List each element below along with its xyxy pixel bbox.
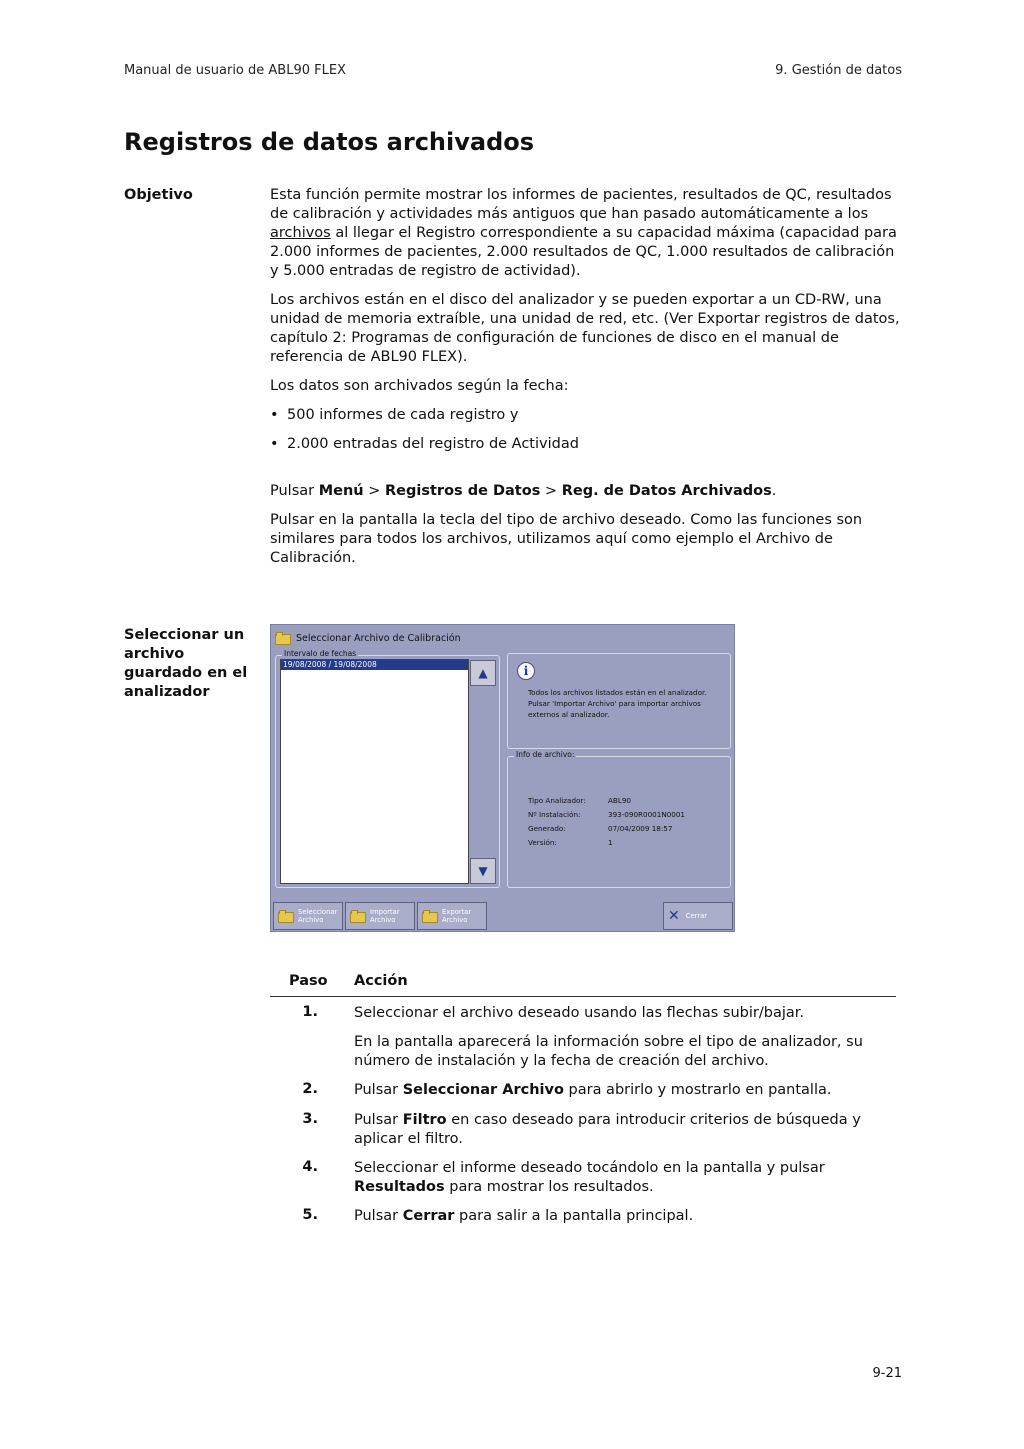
folder-icon <box>350 910 366 923</box>
text: al llegar el Registro correspondiente a su capacidad máxima (capacidad para 2.000 informes de pacientes, 2.000 resultados de QC, 1.000 resultados de calibración y 5.000 entradas de registro de actividad). <box>270 225 897 279</box>
objetivo-paragraph-3: Los datos son archivados según la fecha: <box>270 378 569 394</box>
objetivo-paragraph-5: Pulsar en la pantalla la tecla del tipo de archivo deseado. Como las funciones son similares para todos los archivos, utilizamos aquí como ejemplo el Archivo de Calibración. <box>270 512 863 566</box>
text: para mostrar los resultados. <box>444 1179 654 1195</box>
text: para salir a la pantalla principal. <box>454 1208 694 1224</box>
page-number: 9-21 <box>872 1366 902 1381</box>
table-header-action: Acción <box>354 973 408 989</box>
step-text: En la pantalla aparecerá la información sobre el tipo de analizador, su número de instalación y la fecha de creación del archivo. <box>354 1034 863 1069</box>
info-icon: i <box>517 662 535 680</box>
button-term: Cerrar <box>402 1208 455 1224</box>
button-label: Exportar Archivo <box>442 908 472 924</box>
page-title: Registros de datos archivados <box>124 128 535 156</box>
import-archive-button[interactable] <box>345 902 415 930</box>
text: > <box>363 483 386 499</box>
menu-term: Reg. de Datos Archivados <box>561 483 772 499</box>
step-number: 3. <box>302 1111 318 1127</box>
text: Pulsar <box>354 1082 403 1098</box>
objetivo-paragraph-2: Los archivos están en el disco del analizador y se pueden exportar a un CD-RW, una unidad de memoria extraíble, una unidad de red, etc. (Ver Exportar registros de datos, capítulo 2: Programas de configuración de funciones de disco en el manual de referencia de ABL90 FLEX). <box>270 292 900 365</box>
seleccionar-label: Seleccionar un archivo guardado en el analizador <box>124 627 248 700</box>
step-number: 1. <box>302 1004 318 1020</box>
header-chapter: 9. Gestión de datos <box>775 63 902 78</box>
menu-term: Registros de Datos <box>385 483 541 499</box>
scroll-down-button[interactable]: ▼ <box>470 858 496 884</box>
step-number: 5. <box>302 1207 318 1223</box>
step-number: 4. <box>302 1159 318 1175</box>
step-text <box>354 1207 894 1226</box>
field-row <box>528 823 685 834</box>
table-divider <box>270 996 896 997</box>
select-archive-button[interactable] <box>273 902 343 930</box>
file-info-group <box>507 750 731 888</box>
field-row <box>528 837 685 848</box>
text: Esta función permite mostrar los informes de pacientes, resultados de QC, resultados de calibración y actividades más antiguos que han pasado automáticamente a los <box>270 187 892 222</box>
info-panel <box>507 653 731 749</box>
close-button[interactable] <box>663 902 733 930</box>
text: Pulsar <box>270 483 319 499</box>
text: . <box>771 483 777 499</box>
window-title: Seleccionar Archivo de Calibración <box>296 632 461 644</box>
field-value: ABL90 <box>608 796 631 805</box>
date-list[interactable] <box>280 659 469 884</box>
list-item-selected[interactable]: 19/08/2008 / 19/08/2008 <box>281 660 468 670</box>
menu-path-paragraph <box>270 482 902 501</box>
bullet-item: • 2.000 entradas del registro de Actividad <box>270 435 902 454</box>
step-text <box>354 1111 894 1149</box>
header-manual-title: Manual de usuario de ABL90 FLEX <box>124 63 346 78</box>
folder-icon <box>278 910 294 923</box>
scroll-up-button[interactable]: ▲ <box>470 660 496 686</box>
button-term: Resultados <box>354 1179 445 1195</box>
file-info-legend: Info de archivo: <box>516 750 575 759</box>
text: Pulsar <box>354 1208 403 1224</box>
field-value: 07/04/2009 18:57 <box>608 824 673 833</box>
objetivo-label: Objetivo <box>124 187 193 203</box>
field-row <box>528 795 685 806</box>
field-key: Versión: <box>528 838 557 847</box>
folder-icon <box>422 910 438 923</box>
button-label: Cerrar <box>685 912 708 920</box>
field-value: 393-090R0001N0001 <box>608 810 685 819</box>
button-label: Seleccionar Archivo <box>298 908 338 924</box>
button-label: Importar Archivo <box>370 908 400 924</box>
step-text: Seleccionar el archivo deseado usando las flechas subir/bajar. <box>354 1005 804 1021</box>
text: Seleccionar el informe deseado tocándolo en la pantalla y pulsar <box>354 1160 825 1176</box>
export-archive-button[interactable] <box>417 902 487 930</box>
date-range-legend: Intervalo de fechas <box>284 649 357 658</box>
step-text <box>354 1159 894 1197</box>
window-title-bar <box>275 628 461 648</box>
field-key: Generado: <box>528 824 566 833</box>
field-value: 1 <box>608 838 613 847</box>
text: para abrirlo y mostrarlo en pantalla. <box>563 1082 832 1098</box>
button-term: Filtro <box>402 1112 447 1128</box>
field-row <box>528 809 685 820</box>
close-icon: ✕ <box>668 908 680 924</box>
objetivo-body <box>270 186 902 578</box>
objetivo-paragraph-1 <box>270 186 902 281</box>
text: > <box>540 483 562 499</box>
bullet-list <box>270 406 902 454</box>
table-header-step: Paso <box>289 973 328 989</box>
bullet-item: • 500 informes de cada registro y <box>270 406 902 425</box>
step-number: 2. <box>302 1081 318 1097</box>
field-key: Tipo Analizador: <box>528 796 586 805</box>
info-text: Todos los archivos listados están en el analizador. Pulsar 'Importar Archivo' para importar archivos externos al analizador. <box>528 688 707 719</box>
file-info-fields <box>528 795 685 848</box>
text: en caso deseado para introducir criterios de búsqueda y aplicar el filtro. <box>354 1112 861 1147</box>
text: Pulsar <box>354 1112 403 1128</box>
button-term: Seleccionar Archivo <box>402 1082 564 1098</box>
step-text <box>354 1081 894 1100</box>
archive-window-screenshot <box>270 624 735 932</box>
menu-term: Menú <box>318 483 364 499</box>
folder-icon <box>275 632 291 645</box>
field-key: Nº Instalación: <box>528 810 581 819</box>
archivos-link[interactable]: archivos <box>270 225 331 241</box>
